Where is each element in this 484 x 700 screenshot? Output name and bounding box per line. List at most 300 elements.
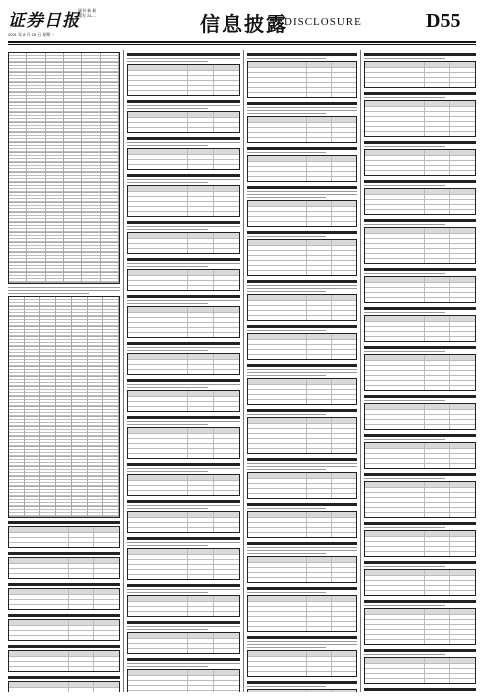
grid-cell (46, 163, 64, 172)
table-cell (425, 609, 451, 614)
table-cell (214, 575, 239, 579)
table-cell (332, 266, 356, 270)
table-cell (94, 574, 119, 578)
table-cell (425, 259, 451, 263)
table-cell (128, 249, 188, 253)
table-cell (365, 620, 425, 624)
table-cell (214, 439, 239, 443)
disclosure-table (247, 239, 357, 276)
text-line (247, 592, 326, 593)
table-cell (69, 682, 95, 687)
table-cell (365, 249, 425, 253)
table-cell (365, 443, 425, 448)
table-cell (128, 360, 188, 364)
grid-row (9, 367, 119, 377)
table-cell (248, 350, 307, 354)
table-cell (214, 86, 239, 90)
grid-cell (9, 73, 27, 82)
table-cell (248, 133, 307, 137)
table-cell (188, 549, 214, 554)
table-cell (307, 690, 332, 692)
table-cell (307, 622, 332, 626)
table-cell (248, 78, 307, 82)
grid-cell (82, 193, 100, 202)
table-cell (365, 156, 425, 160)
table-cell (248, 212, 307, 216)
disclosure-table (127, 669, 240, 692)
table-cell (248, 311, 307, 315)
grid-cell (101, 73, 119, 82)
table-cell (365, 679, 425, 683)
table-cell (214, 71, 239, 75)
table-row (365, 259, 475, 263)
table-cell (450, 161, 475, 165)
table-cell (365, 464, 425, 468)
table-cell (450, 615, 475, 619)
table-cell (9, 682, 69, 687)
item-heading (364, 561, 476, 564)
table-cell (425, 658, 451, 663)
table-cell (214, 397, 239, 401)
table-cell (450, 586, 475, 590)
item-heading (127, 416, 240, 419)
table-cell (94, 527, 119, 532)
table-cell (425, 482, 451, 487)
text-line (247, 369, 357, 370)
table-cell (450, 234, 475, 238)
grid-cell (72, 437, 88, 446)
table-cell (332, 340, 356, 344)
table-cell (188, 212, 214, 216)
table-cell (128, 454, 188, 458)
text-line (127, 545, 208, 546)
grid-cell (64, 93, 82, 102)
table-cell (450, 361, 475, 365)
table-cell (425, 249, 451, 253)
table-cell (450, 327, 475, 331)
table-cell (94, 564, 119, 568)
grid-cell (9, 467, 25, 476)
grid-row (9, 377, 119, 387)
table-cell (425, 679, 451, 683)
table-cell (214, 596, 239, 601)
table-cell (128, 549, 188, 554)
item-heading (247, 503, 357, 506)
table-cell (365, 62, 425, 67)
table-cell (307, 662, 332, 666)
table-cell (332, 385, 356, 389)
table-cell (425, 640, 451, 644)
table-cell (214, 360, 239, 364)
table-cell (332, 162, 356, 166)
grid-row (9, 253, 119, 263)
table-cell (450, 488, 475, 492)
grid-cell (88, 307, 104, 316)
table-cell (425, 156, 451, 160)
table-cell (425, 283, 451, 287)
grid-cell (40, 497, 56, 506)
grid-row (9, 263, 119, 273)
table-cell (332, 418, 356, 423)
table-cell (450, 166, 475, 170)
table-cell (188, 76, 214, 80)
grid-row (9, 297, 119, 307)
grid-cell (72, 347, 88, 356)
grid-cell (82, 83, 100, 92)
grid-cell (9, 317, 25, 326)
text-line (8, 287, 120, 288)
table-cell (332, 662, 356, 666)
page-number: D55 (426, 10, 461, 32)
grid-cell (46, 113, 64, 122)
grid-cell (9, 163, 27, 172)
table-row (128, 454, 239, 458)
grid-cell (103, 397, 119, 406)
table-cell (307, 573, 332, 577)
table-cell (365, 112, 425, 116)
table-cell (365, 420, 425, 424)
text-line (8, 290, 120, 291)
table-cell (450, 127, 475, 131)
table-cell (307, 172, 332, 176)
table-cell (214, 523, 239, 527)
grid-cell (56, 447, 72, 456)
table-cell (248, 568, 307, 572)
grid-cell (101, 173, 119, 182)
table-cell (307, 117, 332, 122)
table-cell (214, 81, 239, 85)
table-cell (128, 649, 188, 653)
table-cell (9, 589, 69, 594)
table-cell (450, 78, 475, 82)
table-cell (332, 444, 356, 448)
grid-cell (25, 467, 41, 476)
disclosure-table (127, 548, 240, 580)
table-cell (365, 332, 425, 336)
table-cell (450, 332, 475, 336)
grid-cell (88, 317, 104, 326)
text-line (364, 400, 445, 401)
table-cell (425, 542, 451, 546)
text-line (127, 663, 240, 664)
table-cell (425, 625, 451, 629)
text-line (127, 626, 240, 627)
table-cell (248, 167, 307, 171)
table-cell (188, 323, 214, 327)
table-cell (425, 366, 451, 370)
grid-cell (40, 347, 56, 356)
grid-cell (64, 153, 82, 162)
grid-cell (72, 367, 88, 376)
grid-cell (27, 193, 45, 202)
grid-cell (101, 253, 119, 262)
table-cell (450, 205, 475, 209)
item-heading (247, 409, 357, 412)
grid-cell (103, 367, 119, 376)
table-cell (425, 161, 451, 165)
table-cell (307, 494, 332, 498)
disclosure-table (247, 689, 357, 692)
grid-cell (72, 487, 88, 496)
text-line (247, 152, 326, 153)
table-cell (248, 512, 307, 517)
grid-cell (88, 467, 104, 476)
table-cell (248, 602, 307, 606)
grid-cell (72, 327, 88, 336)
grid-cell (9, 83, 27, 92)
grid-cell (25, 417, 41, 426)
table-cell (307, 400, 332, 404)
table-row (128, 165, 239, 169)
table-cell (214, 555, 239, 559)
table-cell (450, 658, 475, 663)
table-row (248, 449, 356, 453)
grid-cell (40, 327, 56, 336)
table-cell (425, 200, 451, 204)
table-cell (425, 513, 451, 517)
table-cell (188, 328, 214, 332)
item-heading (364, 649, 476, 652)
table-cell (307, 316, 332, 320)
disclosure-table (8, 557, 120, 579)
disclosure-table (247, 378, 357, 405)
disclosure-table (127, 306, 240, 338)
grid-cell (82, 153, 100, 162)
table-cell (214, 197, 239, 201)
table-cell (425, 127, 451, 131)
grid-cell (56, 427, 72, 436)
text-line (247, 414, 326, 415)
grid-cell (9, 377, 25, 386)
table-cell (9, 667, 69, 671)
grid-cell (25, 307, 41, 316)
table-cell (332, 622, 356, 626)
table-cell (188, 318, 214, 322)
table-cell (128, 402, 188, 406)
grid-cell (46, 263, 64, 272)
table-cell (214, 281, 239, 285)
text-line (364, 527, 445, 528)
text-line (364, 185, 445, 186)
table-cell (214, 212, 239, 216)
table-cell (9, 636, 69, 640)
disclosure-table (364, 227, 476, 264)
table-cell (425, 239, 451, 243)
table-cell (69, 600, 95, 604)
table-cell (188, 565, 214, 569)
table-cell (248, 301, 307, 305)
table-cell (365, 658, 425, 663)
table-cell (128, 197, 188, 201)
table-cell (128, 370, 188, 374)
table-row (248, 690, 356, 692)
grid-cell (101, 143, 119, 152)
table-cell (214, 670, 239, 675)
table-cell (128, 512, 188, 517)
grid-cell (46, 133, 64, 142)
table-cell (307, 345, 332, 349)
grid-cell (9, 93, 27, 102)
table-cell (332, 246, 356, 250)
table-cell (188, 434, 214, 438)
grid-cell (101, 53, 119, 62)
table-cell (307, 266, 332, 270)
table-cell (365, 337, 425, 341)
table-cell (128, 444, 188, 448)
grid-cell (9, 427, 25, 436)
table-cell (94, 688, 119, 692)
table-cell (365, 101, 425, 106)
text-line (247, 197, 326, 198)
table-cell (332, 123, 356, 127)
text-line (127, 266, 208, 267)
grid-cell (82, 253, 100, 262)
table-cell (128, 328, 188, 332)
grid-cell (82, 143, 100, 152)
table-cell (425, 576, 451, 580)
table-cell (332, 167, 356, 171)
table-cell (248, 662, 307, 666)
table-row (365, 591, 475, 595)
table-cell (9, 543, 69, 547)
table-cell (450, 679, 475, 683)
table-cell (425, 337, 451, 341)
table-cell (450, 620, 475, 624)
table-cell (94, 631, 119, 635)
disclosure-table (8, 650, 120, 672)
table-cell (307, 240, 332, 245)
grid-cell (40, 507, 56, 516)
table-cell (450, 228, 475, 233)
item-heading (247, 53, 357, 56)
grid-cell (9, 337, 25, 346)
table-cell (332, 271, 356, 275)
table-cell (128, 186, 188, 191)
table-cell (188, 354, 214, 359)
grid-cell (64, 163, 82, 172)
table-cell (307, 62, 332, 67)
table-cell (332, 424, 356, 428)
table-cell (332, 295, 356, 300)
text-line (247, 110, 357, 111)
table-cell (9, 605, 69, 609)
grid-cell (103, 387, 119, 396)
table-cell (307, 78, 332, 82)
table-cell (94, 667, 119, 671)
grid-cell (88, 357, 104, 366)
table-cell (425, 498, 451, 502)
table-cell (365, 669, 425, 673)
grid-cell (25, 447, 41, 456)
grid-cell (101, 133, 119, 142)
grid-cell (46, 153, 64, 162)
table-cell (248, 68, 307, 72)
grid-row (9, 243, 119, 253)
table-cell (332, 355, 356, 359)
grid-cell (27, 113, 45, 122)
grid-cell (40, 367, 56, 376)
table-cell (128, 192, 188, 196)
table-cell (425, 293, 451, 297)
table-cell (94, 651, 119, 656)
text-line (127, 471, 208, 472)
grid-cell (82, 93, 100, 102)
text-line (364, 97, 445, 98)
table-cell (188, 570, 214, 574)
table-cell (332, 201, 356, 206)
item-heading (8, 614, 120, 617)
table-cell (425, 537, 451, 541)
newspaper-logo: 证券日报 (8, 11, 80, 31)
table-cell (307, 434, 332, 438)
table-cell (332, 489, 356, 493)
grid-cell (103, 427, 119, 436)
disclosure-table (247, 417, 357, 454)
table-cell (332, 612, 356, 616)
grid-cell (9, 63, 27, 72)
table-cell (307, 128, 332, 132)
disclosure-table (8, 526, 120, 548)
table-cell (365, 542, 425, 546)
disclosure-table (364, 442, 476, 469)
text-line (127, 347, 240, 348)
grid-cell (88, 437, 104, 446)
table-cell (307, 439, 332, 443)
grid-row (9, 223, 119, 233)
table-cell (450, 570, 475, 575)
table-cell (425, 503, 451, 507)
grid-cell (82, 53, 100, 62)
grid-cell (27, 233, 45, 242)
table-cell (425, 132, 451, 136)
table-cell (307, 246, 332, 250)
grid-cell (101, 223, 119, 232)
table-cell (332, 573, 356, 577)
grid-cell (46, 93, 64, 102)
table-row (248, 271, 356, 275)
table-cell (307, 68, 332, 72)
table-cell (94, 682, 119, 687)
grid-row (9, 53, 119, 63)
table-cell (332, 617, 356, 621)
table-cell (332, 156, 356, 161)
table-cell (450, 83, 475, 87)
grid-row (9, 63, 119, 73)
grid-cell (101, 93, 119, 102)
table-cell (307, 256, 332, 260)
item-heading (247, 280, 357, 283)
table-cell (188, 65, 214, 70)
grid-cell (9, 367, 25, 376)
grid-row (9, 153, 119, 163)
table-cell (365, 68, 425, 72)
table-cell (188, 270, 214, 275)
text-line (8, 293, 89, 294)
table-cell (188, 602, 214, 606)
grid-cell (64, 203, 82, 212)
grid-cell (27, 163, 45, 172)
item-heading (364, 600, 476, 603)
table-cell (450, 132, 475, 136)
table-cell (307, 568, 332, 572)
table-cell (365, 293, 425, 297)
table-cell (69, 651, 95, 656)
item-heading (127, 221, 240, 224)
table-cell (307, 418, 332, 423)
item-heading (247, 186, 357, 189)
table-row (128, 249, 239, 253)
table-cell (365, 459, 425, 463)
